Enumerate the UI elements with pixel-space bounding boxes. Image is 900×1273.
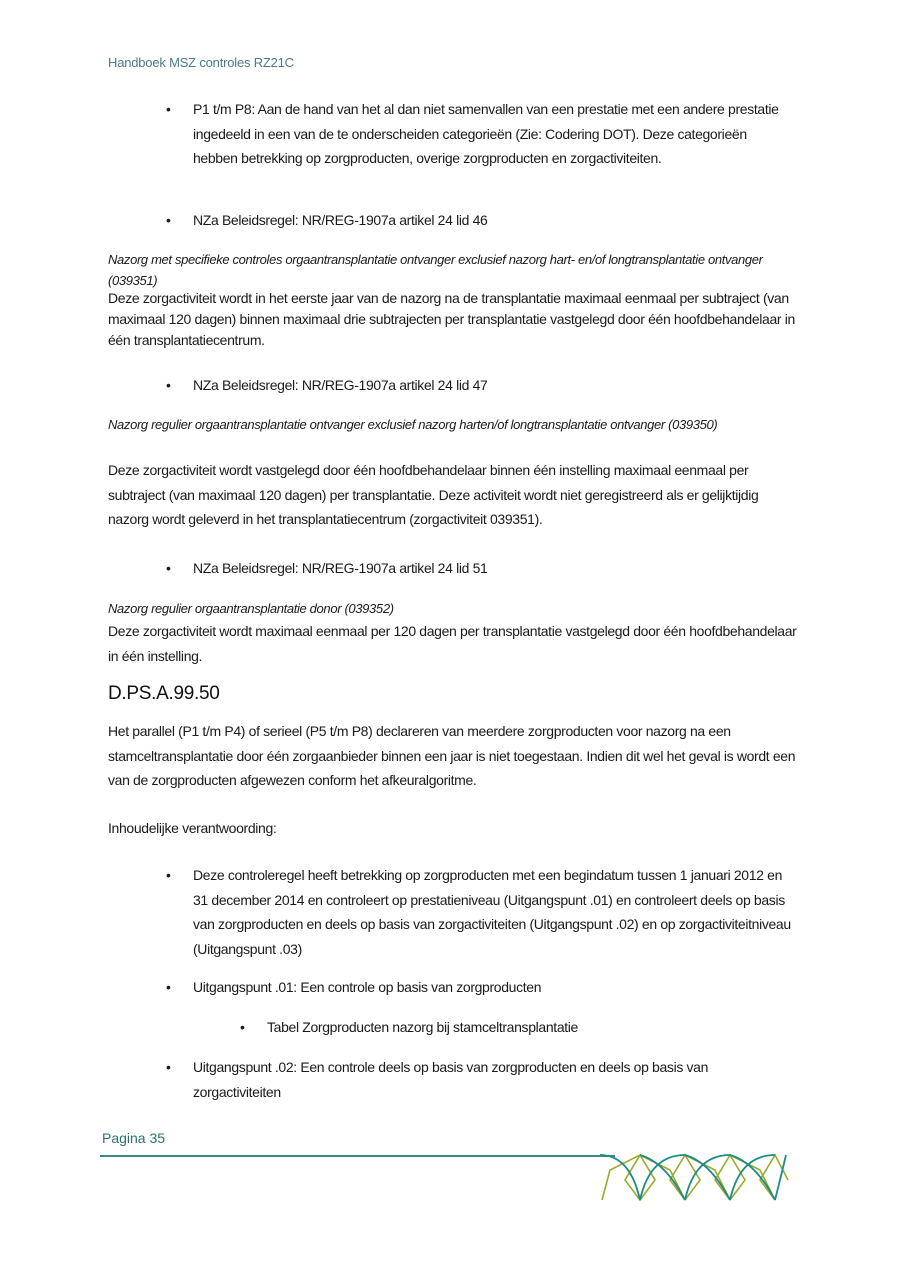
subsection-title: Nazorg regulier orgaantransplantatie donor (039352) (108, 601, 394, 616)
bullet-icon: • (166, 1059, 171, 1075)
list-item (166, 556, 793, 581)
list-item-text: Deze controleregel heeft betrekking op zorgproducten met een begindatum tussen 1 januari 2012 en 31 december 2014 en controleert op prestatieniveau (Uitgangspunt .01) en controleert deels op basis van zorgproducten en deels op basis van zorgactiviteiten (Uitgangspunt .02) en op zorgactiviteitniveau (Uitgangspunt .03) (193, 867, 791, 957)
list-item-text: Tabel Zorgproducten nazorg bij stamceltransplantatie (267, 1019, 578, 1035)
list-item-text: NZa Beleidsregel: NR/REG-1907a artikel 24 lid 47 (193, 377, 488, 393)
section-heading: D.PS.A.99.50 (108, 683, 220, 704)
paragraph: Het parallel (P1 t/m P4) of serieel (P5 t/m P8) declareren van meerdere zorgproducten voor nazorg na een stamceltransplantatie door één zorgaanbieder binnen een jaar is niet toegestaan. Indien dit wel het geval is wordt een van de zorgproducten afgewezen conform het afkeuralgoritme. (108, 723, 796, 788)
list-item (166, 863, 793, 961)
bullet-icon: • (166, 560, 171, 576)
bullet-icon: • (166, 377, 171, 393)
list-item (166, 97, 793, 171)
paragraph: Deze zorgactiviteit wordt vastgelegd door één hoofdbehandelaar binnen één instelling maximaal eenmaal per subtraject (van maximaal 120 dagen) per transplantatie. Deze activiteit wordt niet geregistreerd als er gelijktijdig nazorg wordt geleverd in het transplantatiecentrum (zorgactiviteit 039351). (108, 462, 759, 527)
paragraph: Inhoudelijke verantwoording: (108, 820, 277, 836)
bullet-icon: • (166, 101, 171, 117)
sub-list-item (240, 1015, 787, 1040)
bullet-icon: • (240, 1019, 245, 1035)
list-item (166, 975, 793, 1000)
list-item-text: P1 t/m P8: Aan de hand van het al dan niet samenvallen van een prestatie met een andere prestatie ingedeeld in een van de te onderscheiden categorieën (Zie: Codering DOT). Deze categorieën hebben betrekking op zorgproducten, overige zorgproducten en zorgactiviteiten. (193, 101, 779, 166)
subsection-title: Nazorg regulier orgaantransplantatie ontvanger exclusief nazorg harten/of longtransplantatie ontvanger (039350) (108, 417, 718, 432)
page-number: Pagina 35 (102, 1130, 166, 1146)
list-item-text: NZa Beleidsregel: NR/REG-1907a artikel 24 lid 46 (193, 212, 488, 228)
running-header: Handboek MSZ controles RZ21C (108, 55, 294, 70)
footer-rule (100, 1155, 615, 1157)
paragraph: Deze zorgactiviteit wordt maximaal eenmaal per 120 dagen per transplantatie vastgelegd door één hoofdbehandelaar in één instelling. (108, 623, 797, 664)
list-item (166, 208, 793, 233)
list-item-text: Uitgangspunt .02: Een controle deels op basis van zorgproducten en deels op basis van zorgactiviteiten (193, 1059, 709, 1100)
list-item (166, 1055, 793, 1104)
list-item-text: Uitgangspunt .01: Een controle op basis van zorgproducten (193, 979, 542, 995)
list-item (166, 373, 793, 398)
list-item-text: NZa Beleidsregel: NR/REG-1907a artikel 24 lid 51 (193, 560, 488, 576)
paragraph: Deze zorgactiviteit wordt in het eerste jaar van de nazorg na de transplantatie maximaal eenmaal per subtraject (van maximaal 120 dagen) binnen maximaal drie subtrajecten per transplantatie vastgelegd door één hoofdbehandelaar in één transplantatiecentrum. (108, 290, 795, 348)
bullet-icon: • (166, 212, 171, 228)
brand-logo-icon (600, 1152, 790, 1202)
subsection-title: Nazorg met specifieke controles orgaantransplantatie ontvanger exclusief nazorg hart- en/of longtransplantatie ontvanger (039351) (108, 252, 763, 288)
bullet-icon: • (166, 867, 171, 883)
bullet-icon: • (166, 979, 171, 995)
